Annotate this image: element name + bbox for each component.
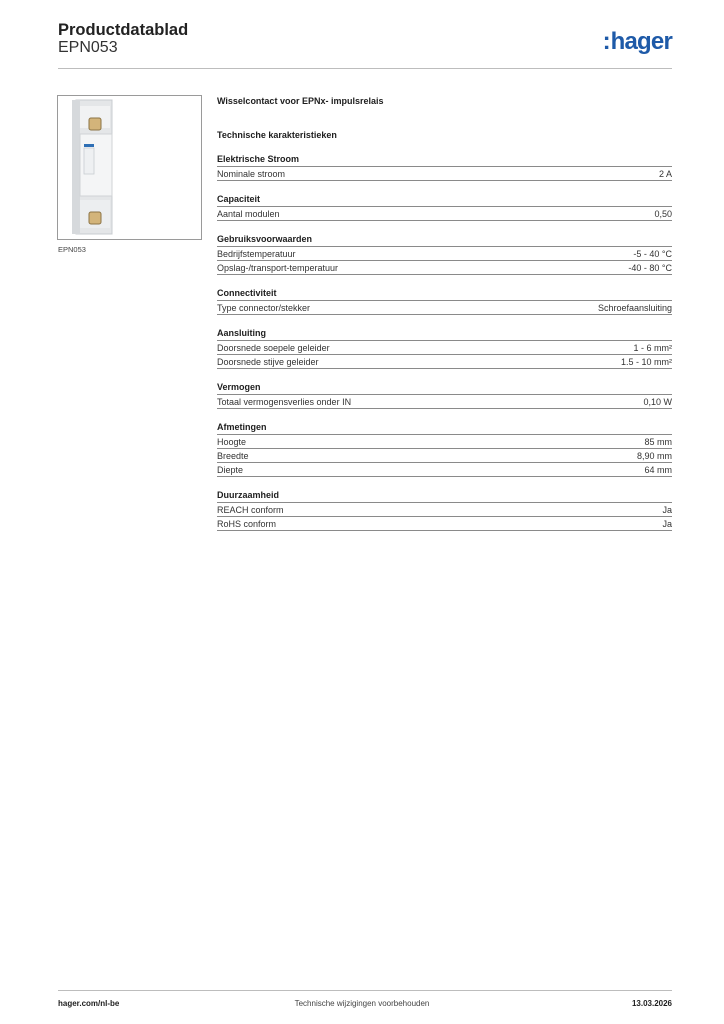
spec-row — [217, 517, 672, 531]
spec-group — [217, 490, 672, 531]
spec-group-heading: Aansluiting — [217, 328, 672, 341]
hager-logo — [603, 28, 672, 56]
spec-value: Schroefaansluiting — [597, 303, 672, 313]
logo-text: hager — [610, 28, 672, 55]
spec-label: Aantal modulen — [217, 209, 280, 219]
spec-value: 0,50 — [654, 209, 672, 219]
spec-group — [217, 194, 672, 221]
spec-row — [217, 503, 672, 517]
spec-label: Hoogte — [217, 437, 247, 447]
spec-content — [217, 96, 672, 531]
spec-value: 2 A — [658, 169, 672, 179]
spec-row — [217, 301, 672, 315]
product-code: EPN053 — [58, 39, 118, 56]
spec-group-heading: Connectiviteit — [217, 288, 672, 301]
spec-row — [217, 463, 672, 477]
spec-value: Ja — [662, 505, 672, 515]
spec-group — [217, 234, 672, 275]
product-title: Wisselcontact voor EPNx- impulsrelais — [217, 96, 384, 106]
spec-value: 0,10 W — [643, 397, 672, 407]
spec-group-heading: Vermogen — [217, 382, 672, 395]
footer-disclaimer: Technische wijzigingen voorbehouden — [294, 999, 430, 1008]
spec-label: RoHS conform — [217, 519, 277, 529]
spec-value: 64 mm — [644, 465, 672, 475]
spec-value: -5 - 40 °C — [633, 249, 672, 259]
spec-row — [217, 261, 672, 275]
page-title: Productdatablad — [58, 21, 189, 39]
spec-label: Doorsnede soepele geleider — [217, 343, 330, 353]
product-image — [57, 95, 202, 240]
footer-date: 13.03.2026 — [631, 999, 672, 1008]
product-device-icon — [58, 96, 201, 239]
spec-label: Bedrijfstemperatuur — [217, 249, 296, 259]
spec-value: Ja — [662, 519, 672, 529]
spec-group-heading: Afmetingen — [217, 422, 672, 435]
spec-group — [217, 422, 672, 477]
spec-row — [217, 355, 672, 369]
spec-value: 85 mm — [644, 437, 672, 447]
spec-label: Diepte — [217, 465, 244, 475]
spec-row — [217, 247, 672, 261]
spec-row — [217, 341, 672, 355]
spec-row — [217, 435, 672, 449]
spec-value: 1 - 6 mm² — [633, 343, 672, 353]
header-divider — [58, 68, 672, 69]
spec-value: 1.5 - 10 mm² — [620, 357, 672, 367]
logo-colon: : — [602, 28, 610, 55]
spec-group — [217, 382, 672, 409]
spec-label: Breedte — [217, 451, 249, 461]
spec-label: Type connector/stekker — [217, 303, 311, 313]
spec-label: Doorsnede stijve geleider — [217, 357, 319, 367]
spec-group — [217, 154, 672, 181]
spec-group-heading: Gebruiksvoorwaarden — [217, 234, 672, 247]
spec-label: Nominale stroom — [217, 169, 286, 179]
spec-group-heading: Elektrische Stroom — [217, 154, 672, 167]
spec-group — [217, 288, 672, 315]
spec-value: -40 - 80 °C — [628, 263, 672, 273]
spec-row — [217, 395, 672, 409]
spec-row — [217, 449, 672, 463]
spec-group-heading: Capaciteit — [217, 194, 672, 207]
spec-label: Opslag-/transport-temperatuur — [217, 263, 339, 273]
spec-group — [217, 328, 672, 369]
spec-label: Totaal vermogensverlies onder IN — [217, 397, 352, 407]
section-heading: Technische karakteristieken — [217, 130, 337, 140]
spec-value: 8,90 mm — [636, 451, 672, 461]
image-caption: EPN053 — [58, 245, 86, 254]
footer-website: hager.com/nl-be — [58, 999, 120, 1008]
spec-row — [217, 167, 672, 181]
spec-row — [217, 207, 672, 221]
spec-groups — [217, 154, 672, 531]
footer-divider — [58, 990, 672, 991]
spec-label: REACH conform — [217, 505, 284, 515]
spec-group-heading: Duurzaamheid — [217, 490, 672, 503]
